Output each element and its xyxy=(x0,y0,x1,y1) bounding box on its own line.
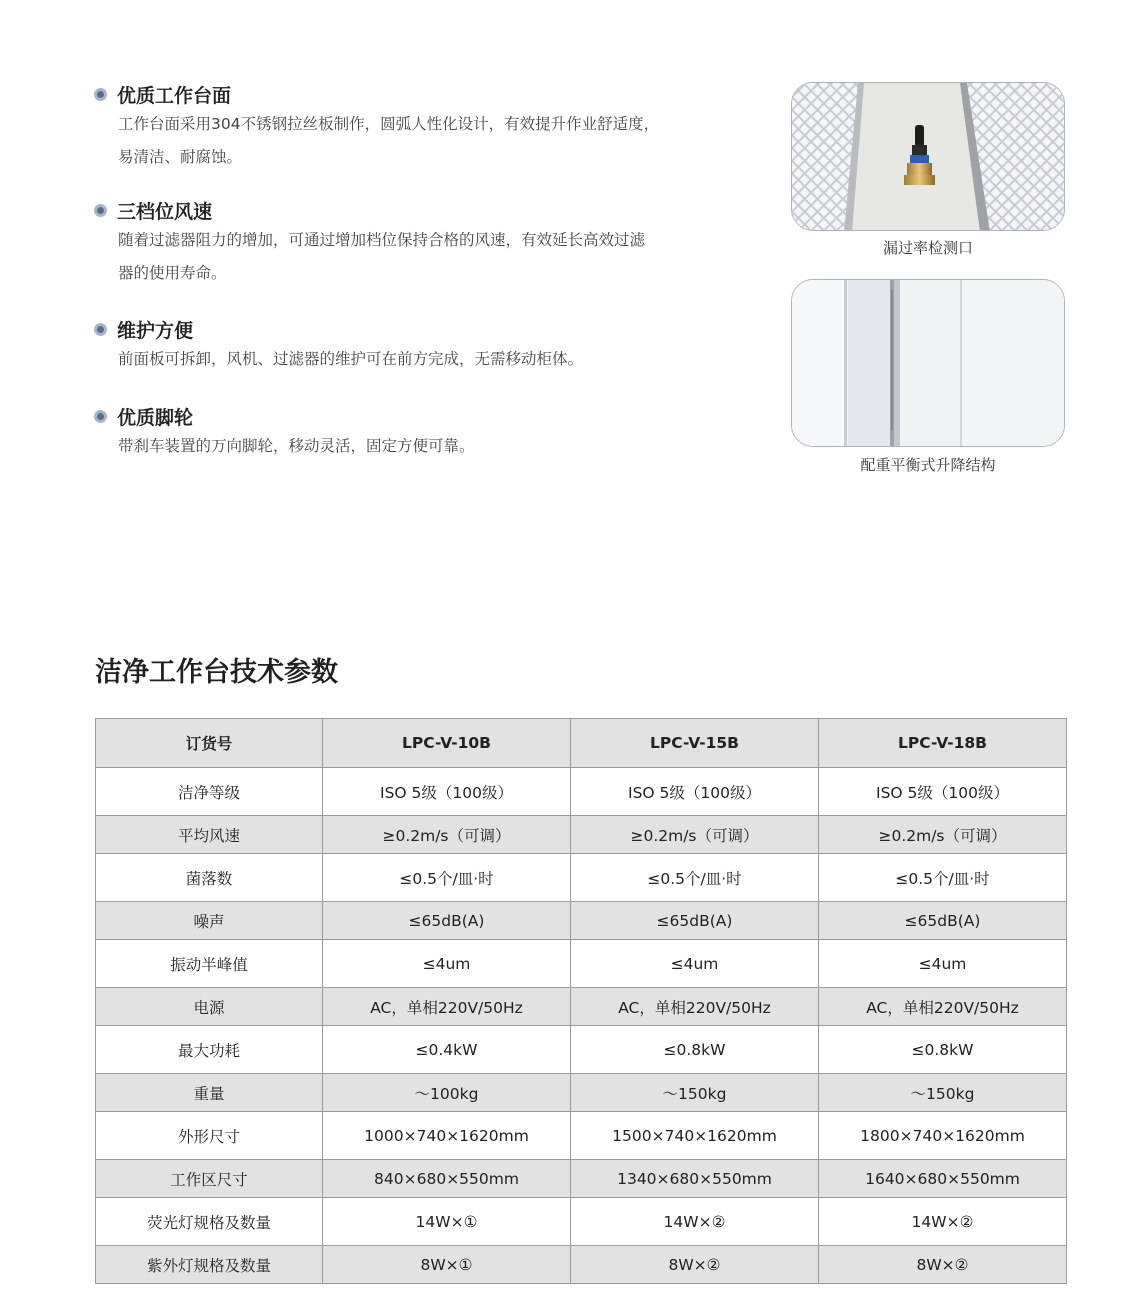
feature-fan-speed xyxy=(94,198,754,290)
table-cell: 菌落数 xyxy=(96,854,323,902)
table-cell: 外形尺寸 xyxy=(96,1112,323,1160)
feature-description xyxy=(118,108,754,174)
header-cell: LPC-V-18B xyxy=(819,719,1067,768)
table-row xyxy=(96,1246,1067,1284)
section-title: 洁净工作台技术参数 xyxy=(95,657,338,688)
table-cell: ～150kg xyxy=(819,1074,1067,1112)
table-cell: ≤0.4kW xyxy=(323,1026,571,1074)
feature-description-line: 随着过滤器阻力的增加，可通过增加档位保持合格的风速，有效延长高效过滤 xyxy=(118,231,646,249)
table-cell: ≤0.8kW xyxy=(819,1026,1067,1074)
photo-caption: 漏过率检测口 xyxy=(882,239,973,257)
table-cell: ≤0.5个/皿·时 xyxy=(571,854,819,902)
feature-description xyxy=(118,430,754,463)
feature-title: 优质脚轮 xyxy=(117,406,194,429)
table-cell: 1640×680×550mm xyxy=(819,1160,1067,1198)
table-cell: ≤65dB(A) xyxy=(819,902,1067,940)
table-cell: 840×680×550mm xyxy=(323,1160,571,1198)
table-cell: 噪声 xyxy=(96,902,323,940)
table-row xyxy=(96,940,1067,988)
table-cell: ≤0.5个/皿·时 xyxy=(323,854,571,902)
table-row xyxy=(96,988,1067,1026)
table-cell: ≤65dB(A) xyxy=(571,902,819,940)
feature-description-line: 工作台面采用304不锈钢拉丝板制作，圆弧人性化设计，有效提升作业舒适度， xyxy=(118,115,660,133)
table-row xyxy=(96,1160,1067,1198)
feature-description-line: 带刹车装置的万向脚轮，移动灵活，固定方便可靠。 xyxy=(118,437,475,455)
feature-description-line: 器的使用寿命。 xyxy=(118,264,227,282)
table-cell: ≤0.5个/皿·时 xyxy=(819,854,1067,902)
feature-description xyxy=(118,343,754,376)
header-cell: 订货号 xyxy=(96,719,323,768)
spec-table xyxy=(95,718,1067,1284)
table-row xyxy=(96,1074,1067,1112)
table-cell: ≥0.2m/s（可调） xyxy=(323,816,571,854)
table-cell: 14W×② xyxy=(571,1198,819,1246)
table-row xyxy=(96,1112,1067,1160)
table-cell: 工作区尺寸 xyxy=(96,1160,323,1198)
table-cell: 8W×② xyxy=(571,1246,819,1284)
table-row xyxy=(96,902,1067,940)
header-cell: LPC-V-10B xyxy=(323,719,571,768)
table-cell: ≤4um xyxy=(571,940,819,988)
table-cell: ≤0.8kW xyxy=(571,1026,819,1074)
table-cell: 8W×② xyxy=(819,1246,1067,1284)
table-cell: 紫外灯规格及数量 xyxy=(96,1246,323,1284)
table-cell: ≥0.2m/s（可调） xyxy=(571,816,819,854)
table-cell: AC，单相220V/50Hz xyxy=(571,988,819,1026)
table-cell: AC，单相220V/50Hz xyxy=(819,988,1067,1026)
table-cell: 平均风速 xyxy=(96,816,323,854)
table-header-row xyxy=(96,719,1067,768)
table-cell: 荧光灯规格及数量 xyxy=(96,1198,323,1246)
feature-title: 维护方便 xyxy=(117,319,194,342)
table-cell: ISO 5级（100级） xyxy=(819,768,1067,816)
photo-caption: 配重平衡式升降结构 xyxy=(860,456,996,474)
table-cell: ≤4um xyxy=(819,940,1067,988)
feature-maintenance xyxy=(94,317,754,376)
feature-description-line: 前面板可拆卸，风机、过滤器的维护可在前方完成，无需移动柜体。 xyxy=(118,350,584,368)
table-row xyxy=(96,768,1067,816)
table-cell: 8W×① xyxy=(323,1246,571,1284)
bullet-icon xyxy=(94,410,107,423)
lifting-structure-image xyxy=(792,280,1065,447)
feature-casters xyxy=(94,404,754,463)
feature-title: 三档位风速 xyxy=(117,200,213,223)
table-cell: 洁净等级 xyxy=(96,768,323,816)
table-cell: AC，单相220V/50Hz xyxy=(323,988,571,1026)
table-cell: ≥0.2m/s（可调） xyxy=(819,816,1067,854)
table-cell: 1000×740×1620mm xyxy=(323,1112,571,1160)
leak-test-port-photo xyxy=(791,82,1065,231)
table-row xyxy=(96,854,1067,902)
table-cell: 14W×② xyxy=(819,1198,1067,1246)
bullet-icon xyxy=(94,88,107,101)
table-cell: 最大功耗 xyxy=(96,1026,323,1074)
lifting-structure-photo xyxy=(791,279,1065,447)
feature-worktop xyxy=(94,82,754,174)
table-cell: 重量 xyxy=(96,1074,323,1112)
table-cell: ≤4um xyxy=(323,940,571,988)
table-row xyxy=(96,1026,1067,1074)
table-cell: ～100kg xyxy=(323,1074,571,1112)
table-cell: 1500×740×1620mm xyxy=(571,1112,819,1160)
feature-description-line: 易清洁、耐腐蚀。 xyxy=(118,148,243,166)
table-cell: ～150kg xyxy=(571,1074,819,1112)
feature-title: 优质工作台面 xyxy=(117,84,232,107)
bullet-icon xyxy=(94,204,107,217)
table-cell: 1340×680×550mm xyxy=(571,1160,819,1198)
feature-description xyxy=(118,224,754,290)
table-cell: 振动半峰值 xyxy=(96,940,323,988)
table-row xyxy=(96,816,1067,854)
table-cell: 1800×740×1620mm xyxy=(819,1112,1067,1160)
header-cell: LPC-V-15B xyxy=(571,719,819,768)
table-row xyxy=(96,1198,1067,1246)
table-cell: 电源 xyxy=(96,988,323,1026)
table-cell: ISO 5级（100级） xyxy=(323,768,571,816)
table-cell: ISO 5级（100级） xyxy=(571,768,819,816)
table-cell: 14W×① xyxy=(323,1198,571,1246)
bullet-icon xyxy=(94,323,107,336)
table-cell: ≤65dB(A) xyxy=(323,902,571,940)
leak-test-port-image xyxy=(792,83,1065,231)
